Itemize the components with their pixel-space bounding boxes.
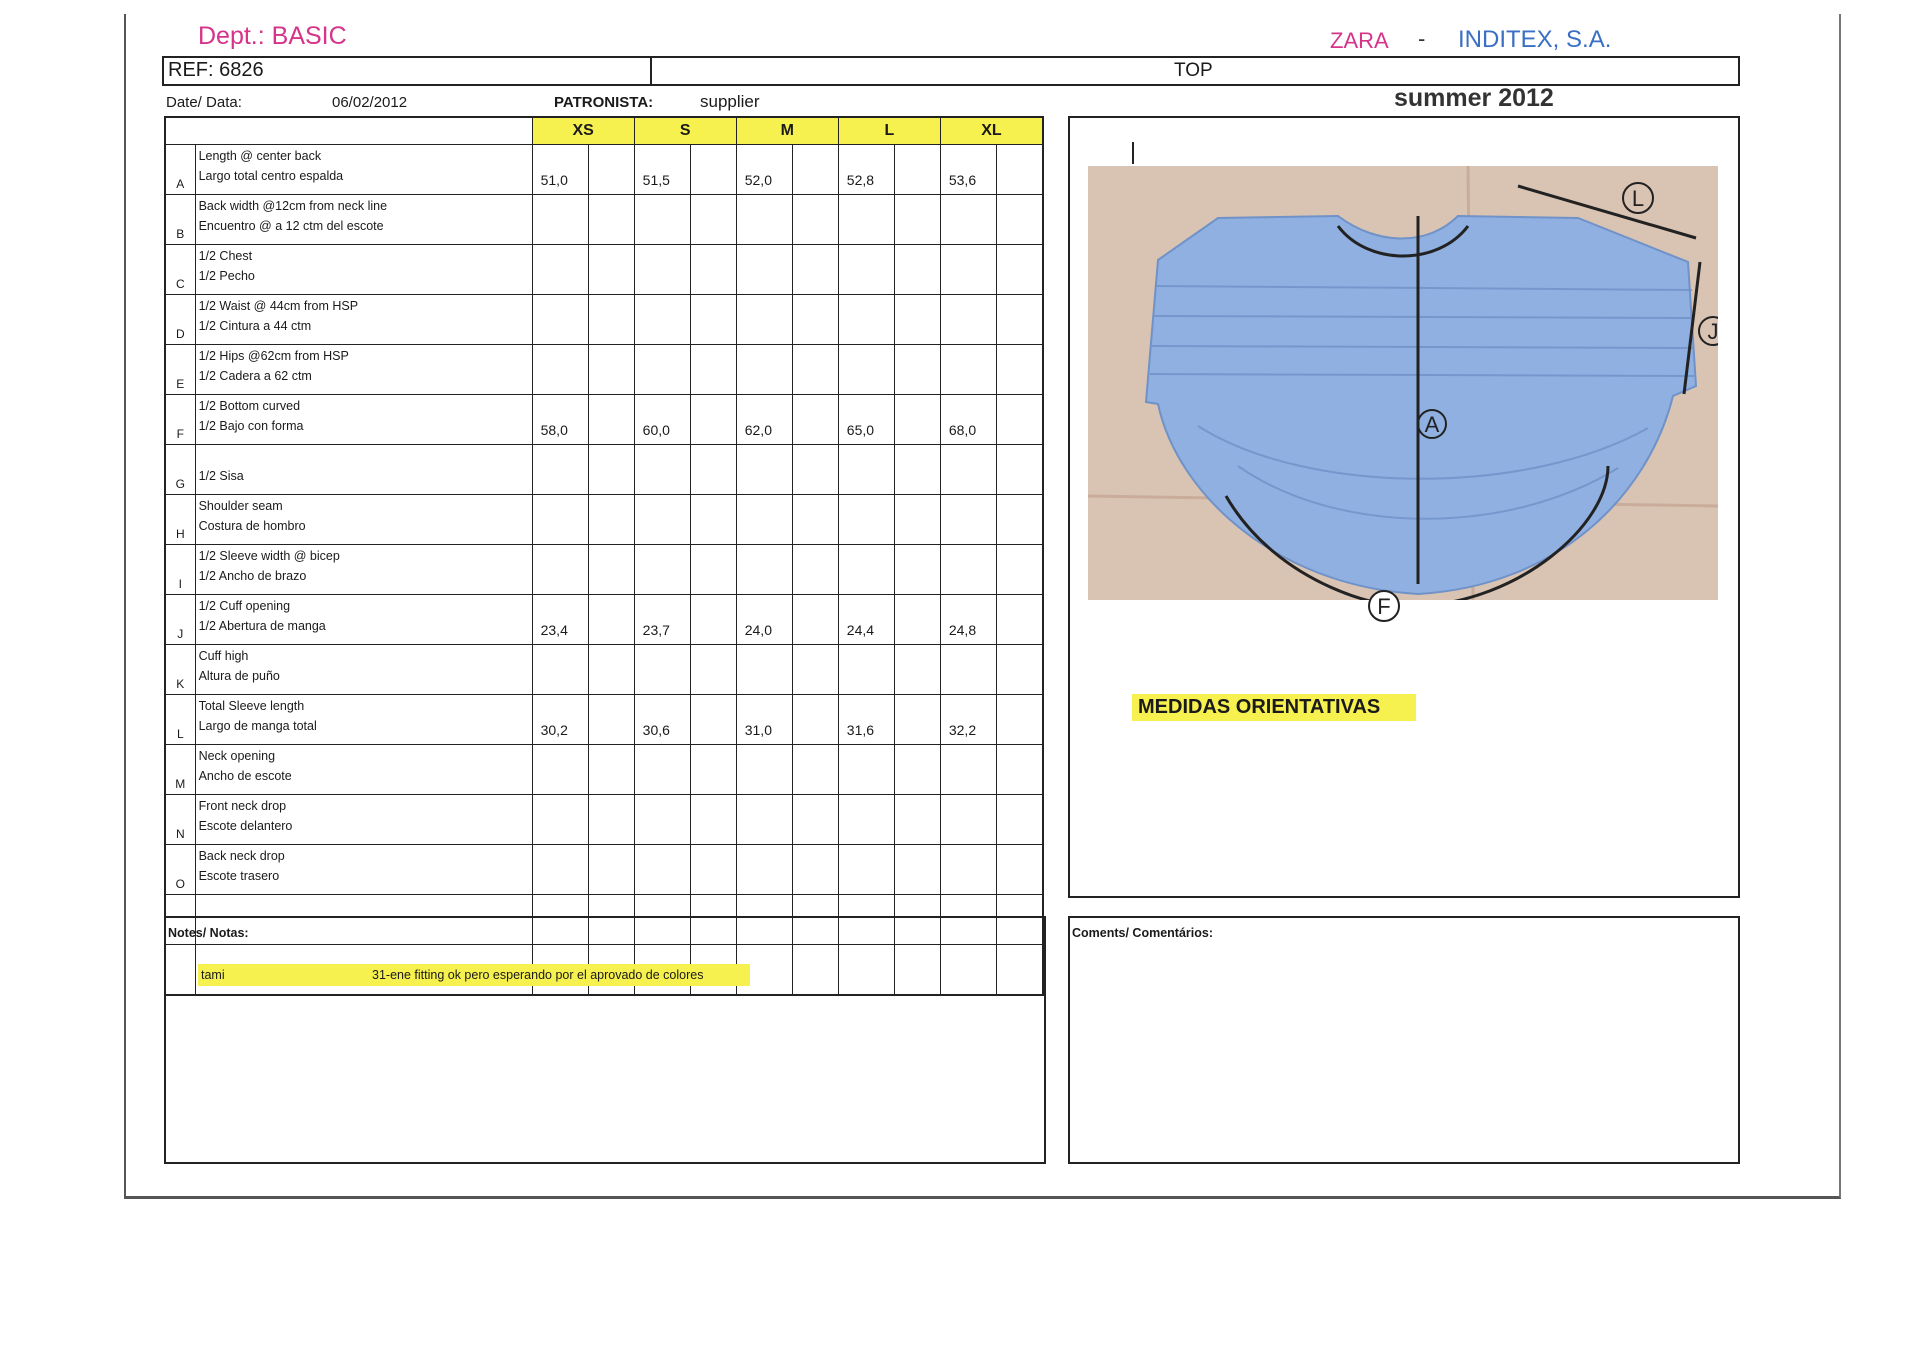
reference-bar	[162, 56, 1740, 86]
measurement-value: 30,2	[532, 695, 588, 745]
tolerance-cell	[895, 745, 941, 795]
tolerance-cell	[997, 495, 1043, 545]
measurement-value	[532, 495, 588, 545]
measurement-value	[838, 645, 894, 695]
tolerance-cell	[589, 295, 635, 345]
row-description	[195, 545, 532, 595]
tolerance-cell	[691, 245, 737, 295]
tolerance-cell	[589, 745, 635, 795]
tolerance-cell	[793, 145, 839, 195]
garment-type: TOP	[1174, 60, 1213, 81]
tolerance-cell	[895, 245, 941, 295]
measurement-value	[532, 845, 588, 895]
measurement-row	[165, 395, 1043, 445]
description-english: Back width @12cm from neck line	[198, 199, 388, 213]
tolerance-cell	[589, 845, 635, 895]
tolerance-cell	[589, 695, 635, 745]
measurement-value	[532, 245, 588, 295]
row-description	[195, 145, 532, 195]
measurement-value	[532, 545, 588, 595]
measurement-value	[736, 495, 792, 545]
measurement-value	[532, 295, 588, 345]
measurement-value	[838, 495, 894, 545]
description-english	[199, 445, 532, 465]
tolerance-cell	[997, 145, 1043, 195]
measurement-value	[838, 245, 894, 295]
tolerance-cell	[589, 195, 635, 245]
row-code: F	[165, 395, 195, 445]
tolerance-cell	[691, 695, 737, 745]
tolerance-cell	[691, 645, 737, 695]
tolerance-cell	[895, 195, 941, 245]
description-spanish: 1/2 Ancho de brazo	[198, 569, 307, 583]
tolerance-cell	[589, 495, 635, 545]
measurement-value	[532, 645, 588, 695]
description-english: Back neck drop	[198, 849, 285, 863]
measurement-value	[838, 295, 894, 345]
tolerance-cell	[691, 795, 737, 845]
measurement-value	[634, 845, 690, 895]
row-description	[195, 395, 532, 445]
measurement-row	[165, 195, 1043, 245]
tolerance-cell	[793, 245, 839, 295]
brand-separator: -	[1418, 26, 1426, 51]
measurement-value	[940, 245, 996, 295]
measurement-value	[634, 545, 690, 595]
row-code: C	[165, 245, 195, 295]
marker-label: J	[1707, 319, 1718, 344]
tolerance-cell	[895, 445, 941, 495]
notes-highlight	[198, 964, 750, 986]
measurement-value	[634, 295, 690, 345]
row-description	[195, 745, 532, 795]
measurement-value	[532, 745, 588, 795]
measurement-row	[165, 245, 1043, 295]
size-header: S	[634, 117, 736, 145]
measurement-value	[736, 445, 792, 495]
measurement-value	[940, 495, 996, 545]
measurement-row	[165, 795, 1043, 845]
tolerance-cell	[793, 645, 839, 695]
description-english: Length @ center back	[198, 149, 322, 163]
tolerance-cell	[997, 545, 1043, 595]
tolerance-cell	[691, 545, 737, 595]
tolerance-cell	[793, 845, 839, 895]
description-english: 1/2 Hips @62cm from HSP	[198, 349, 349, 363]
measurement-value	[532, 795, 588, 845]
measurement-value: 31,0	[736, 695, 792, 745]
tolerance-cell	[997, 295, 1043, 345]
cursor-mark	[1132, 142, 1134, 164]
measurement-value	[634, 245, 690, 295]
date-label: Date/ Data:	[166, 94, 242, 111]
row-code: O	[165, 845, 195, 895]
marker-f	[1366, 588, 1402, 624]
measurement-value	[736, 645, 792, 695]
patronista-label: PATRONISTA:	[554, 94, 654, 111]
row-code: K	[165, 645, 195, 695]
comments-label: Coments/ Comentários:	[1072, 926, 1213, 940]
measurement-value	[532, 195, 588, 245]
row-description	[195, 295, 532, 345]
measurement-row	[165, 345, 1043, 395]
measurement-row	[165, 745, 1043, 795]
tolerance-cell	[691, 345, 737, 395]
tolerance-cell	[793, 345, 839, 395]
row-code: N	[165, 795, 195, 845]
measurement-value: 31,6	[838, 695, 894, 745]
patronista-value: supplier	[700, 92, 760, 111]
row-description	[195, 345, 532, 395]
measurement-value	[838, 795, 894, 845]
row-code: M	[165, 745, 195, 795]
measurement-value	[736, 745, 792, 795]
measurement-value	[736, 345, 792, 395]
tolerance-cell	[997, 445, 1043, 495]
measurement-value: 62,0	[736, 395, 792, 445]
tolerance-cell	[793, 745, 839, 795]
row-code: H	[165, 495, 195, 545]
tolerance-cell	[895, 645, 941, 695]
measurement-value	[532, 445, 588, 495]
tolerance-cell	[895, 345, 941, 395]
measurement-value	[736, 295, 792, 345]
row-code: I	[165, 545, 195, 595]
tolerance-cell	[793, 595, 839, 645]
reference-number: REF: 6826	[168, 59, 264, 81]
row-code: L	[165, 695, 195, 745]
tolerance-cell	[589, 445, 635, 495]
comments-box	[1068, 916, 1740, 1164]
measurement-row	[165, 695, 1043, 745]
description-english: 1/2 Sleeve width @ bicep	[198, 549, 340, 563]
tolerance-cell	[895, 595, 941, 645]
row-code: B	[165, 195, 195, 245]
measurement-value	[940, 195, 996, 245]
description-english: 1/2 Bottom curved	[198, 399, 301, 413]
measurement-value: 24,4	[838, 595, 894, 645]
tolerance-cell	[895, 495, 941, 545]
description-spanish: Escote trasero	[198, 869, 280, 883]
measurement-value	[634, 445, 690, 495]
measurement-value	[634, 495, 690, 545]
tolerance-cell	[793, 495, 839, 545]
notes-text: 31-ene fitting ok pero esperando por el aprovado de colores	[372, 968, 704, 982]
measurement-value	[736, 795, 792, 845]
measurement-value: 52,8	[838, 145, 894, 195]
measurement-value: 53,6	[940, 145, 996, 195]
tolerance-cell	[997, 345, 1043, 395]
measurement-value: 52,0	[736, 145, 792, 195]
row-description	[195, 645, 532, 695]
description-english: Front neck drop	[198, 799, 287, 813]
marker-label: F	[1377, 594, 1391, 619]
size-header: XL	[940, 117, 1043, 145]
description-english: Neck opening	[198, 749, 276, 763]
header-spacer	[165, 117, 532, 145]
row-description	[195, 845, 532, 895]
tolerance-cell	[895, 545, 941, 595]
description-spanish: 1/2 Cintura a 44 ctm	[198, 319, 312, 333]
description-english: Total Sleeve length	[198, 699, 305, 713]
description-english: 1/2 Cuff opening	[198, 599, 291, 613]
tolerance-cell	[895, 695, 941, 745]
measurement-row	[165, 145, 1043, 195]
tolerance-cell	[997, 395, 1043, 445]
measurement-value	[634, 795, 690, 845]
tolerance-cell	[691, 195, 737, 245]
notes-author: tami	[201, 968, 225, 982]
description-spanish: Ancho de escote	[198, 769, 292, 783]
measurement-value: 65,0	[838, 395, 894, 445]
tolerance-cell	[793, 545, 839, 595]
tolerance-cell	[691, 495, 737, 545]
tolerance-cell	[589, 545, 635, 595]
measurement-value: 60,0	[634, 395, 690, 445]
measurement-value: 68,0	[940, 395, 996, 445]
measurement-value	[940, 445, 996, 495]
description-spanish: 1/2 Bajo con forma	[198, 419, 304, 433]
size-header-row	[165, 117, 1043, 145]
measurement-value	[940, 545, 996, 595]
description-spanish: Largo de manga total	[198, 719, 317, 733]
tolerance-cell	[793, 695, 839, 745]
tolerance-cell	[997, 695, 1043, 745]
department-label: Dept.: BASIC	[198, 22, 347, 50]
measurement-row	[165, 595, 1043, 645]
tolerance-cell	[895, 795, 941, 845]
description-spanish: 1/2 Pecho	[198, 269, 255, 283]
description-spanish: Encuentro @ a 12 ctm del escote	[198, 219, 384, 233]
measurement-value	[634, 745, 690, 795]
row-code: E	[165, 345, 195, 395]
measurement-value	[634, 195, 690, 245]
tolerance-cell	[997, 845, 1043, 895]
measurement-row	[165, 295, 1043, 345]
measurement-value: 51,0	[532, 145, 588, 195]
row-description	[195, 695, 532, 745]
tolerance-cell	[691, 395, 737, 445]
row-code: A	[165, 145, 195, 195]
measurement-row	[165, 645, 1043, 695]
marker-label: L	[1631, 186, 1645, 211]
measurement-value: 23,7	[634, 595, 690, 645]
description-spanish: 1/2 Abertura de manga	[198, 619, 326, 633]
row-description	[195, 495, 532, 545]
description-spanish: Largo total centro espalda	[198, 169, 344, 183]
season-title: summer 2012	[1394, 84, 1554, 112]
row-code: D	[165, 295, 195, 345]
size-header: XS	[532, 117, 634, 145]
tolerance-cell	[895, 145, 941, 195]
measurement-value: 51,5	[634, 145, 690, 195]
measurement-value	[838, 445, 894, 495]
tolerance-cell	[589, 145, 635, 195]
tolerance-cell	[691, 745, 737, 795]
measurement-value	[940, 345, 996, 395]
row-code: G	[165, 445, 195, 495]
tolerance-cell	[997, 645, 1043, 695]
date-value: 06/02/2012	[332, 94, 408, 111]
marker-label: A	[1424, 412, 1440, 437]
tolerance-cell	[793, 195, 839, 245]
tolerance-cell	[589, 245, 635, 295]
measurement-value	[940, 845, 996, 895]
tolerance-cell	[691, 295, 737, 345]
tolerance-cell	[895, 395, 941, 445]
measurement-row	[165, 845, 1043, 895]
row-description	[195, 245, 532, 295]
tolerance-cell	[691, 595, 737, 645]
tolerance-cell	[997, 195, 1043, 245]
measurement-value	[532, 345, 588, 395]
tolerance-cell	[895, 295, 941, 345]
measurement-value	[838, 195, 894, 245]
description-english: Shoulder seam	[198, 499, 283, 513]
measurement-value: 23,4	[532, 595, 588, 645]
tolerance-cell	[589, 595, 635, 645]
measurement-value	[736, 545, 792, 595]
tolerance-cell	[895, 845, 941, 895]
tolerance-cell	[589, 345, 635, 395]
tolerance-cell	[793, 445, 839, 495]
measurement-value: 24,0	[736, 595, 792, 645]
tolerance-cell	[997, 245, 1043, 295]
tolerance-cell	[793, 295, 839, 345]
row-code: J	[165, 595, 195, 645]
tolerance-cell	[997, 795, 1043, 845]
tolerance-cell	[997, 745, 1043, 795]
description-english: 1/2 Chest	[198, 249, 253, 263]
measurement-value	[940, 795, 996, 845]
tolerance-cell	[793, 395, 839, 445]
measurement-value	[736, 195, 792, 245]
measurement-value	[940, 745, 996, 795]
description-english: 1/2 Waist @ 44cm from HSP	[198, 299, 359, 313]
description-spanish: 1/2 Cadera a 62 ctm	[198, 369, 312, 383]
tolerance-cell	[793, 795, 839, 845]
notes-label: Notes/ Notas:	[168, 926, 249, 940]
row-description	[195, 445, 532, 495]
description-spanish: 1/2 Sisa	[198, 469, 244, 483]
brand-inditex: INDITEX, S.A.	[1458, 26, 1612, 53]
tolerance-cell	[589, 795, 635, 845]
tolerance-cell	[589, 645, 635, 695]
measurement-row	[165, 445, 1043, 495]
measurement-value: 30,6	[634, 695, 690, 745]
measurement-value	[940, 645, 996, 695]
measurement-value: 32,2	[940, 695, 996, 745]
tolerance-cell	[691, 145, 737, 195]
measurement-row	[165, 495, 1043, 545]
description-spanish: Costura de hombro	[198, 519, 306, 533]
row-description	[195, 195, 532, 245]
garment-photo	[1088, 166, 1718, 600]
notes-box	[164, 916, 1046, 1164]
tolerance-cell	[691, 845, 737, 895]
row-description	[195, 795, 532, 845]
measurement-value	[838, 845, 894, 895]
description-spanish: Altura de puño	[198, 669, 280, 683]
measurement-value	[838, 545, 894, 595]
medidas-orientativas-note: MEDIDAS ORIENTATIVAS	[1132, 694, 1416, 721]
measurement-row	[165, 545, 1043, 595]
measurement-value	[634, 645, 690, 695]
measurement-value	[838, 345, 894, 395]
description-english	[199, 895, 532, 915]
measurement-value	[838, 745, 894, 795]
tolerance-cell	[691, 445, 737, 495]
measurement-value: 24,8	[940, 595, 996, 645]
tolerance-cell	[589, 395, 635, 445]
description-spanish: Escote delantero	[198, 819, 293, 833]
measurement-value	[634, 345, 690, 395]
measurement-value	[736, 245, 792, 295]
measurement-value	[940, 295, 996, 345]
measurement-value: 58,0	[532, 395, 588, 445]
size-header: M	[736, 117, 838, 145]
size-header: L	[838, 117, 940, 145]
reference-divider	[650, 58, 652, 84]
measurement-value	[736, 845, 792, 895]
row-description	[195, 595, 532, 645]
measurement-table	[164, 116, 1044, 996]
brand-zara: ZARA	[1330, 28, 1389, 53]
description-english: Cuff high	[198, 649, 249, 663]
tolerance-cell	[997, 595, 1043, 645]
